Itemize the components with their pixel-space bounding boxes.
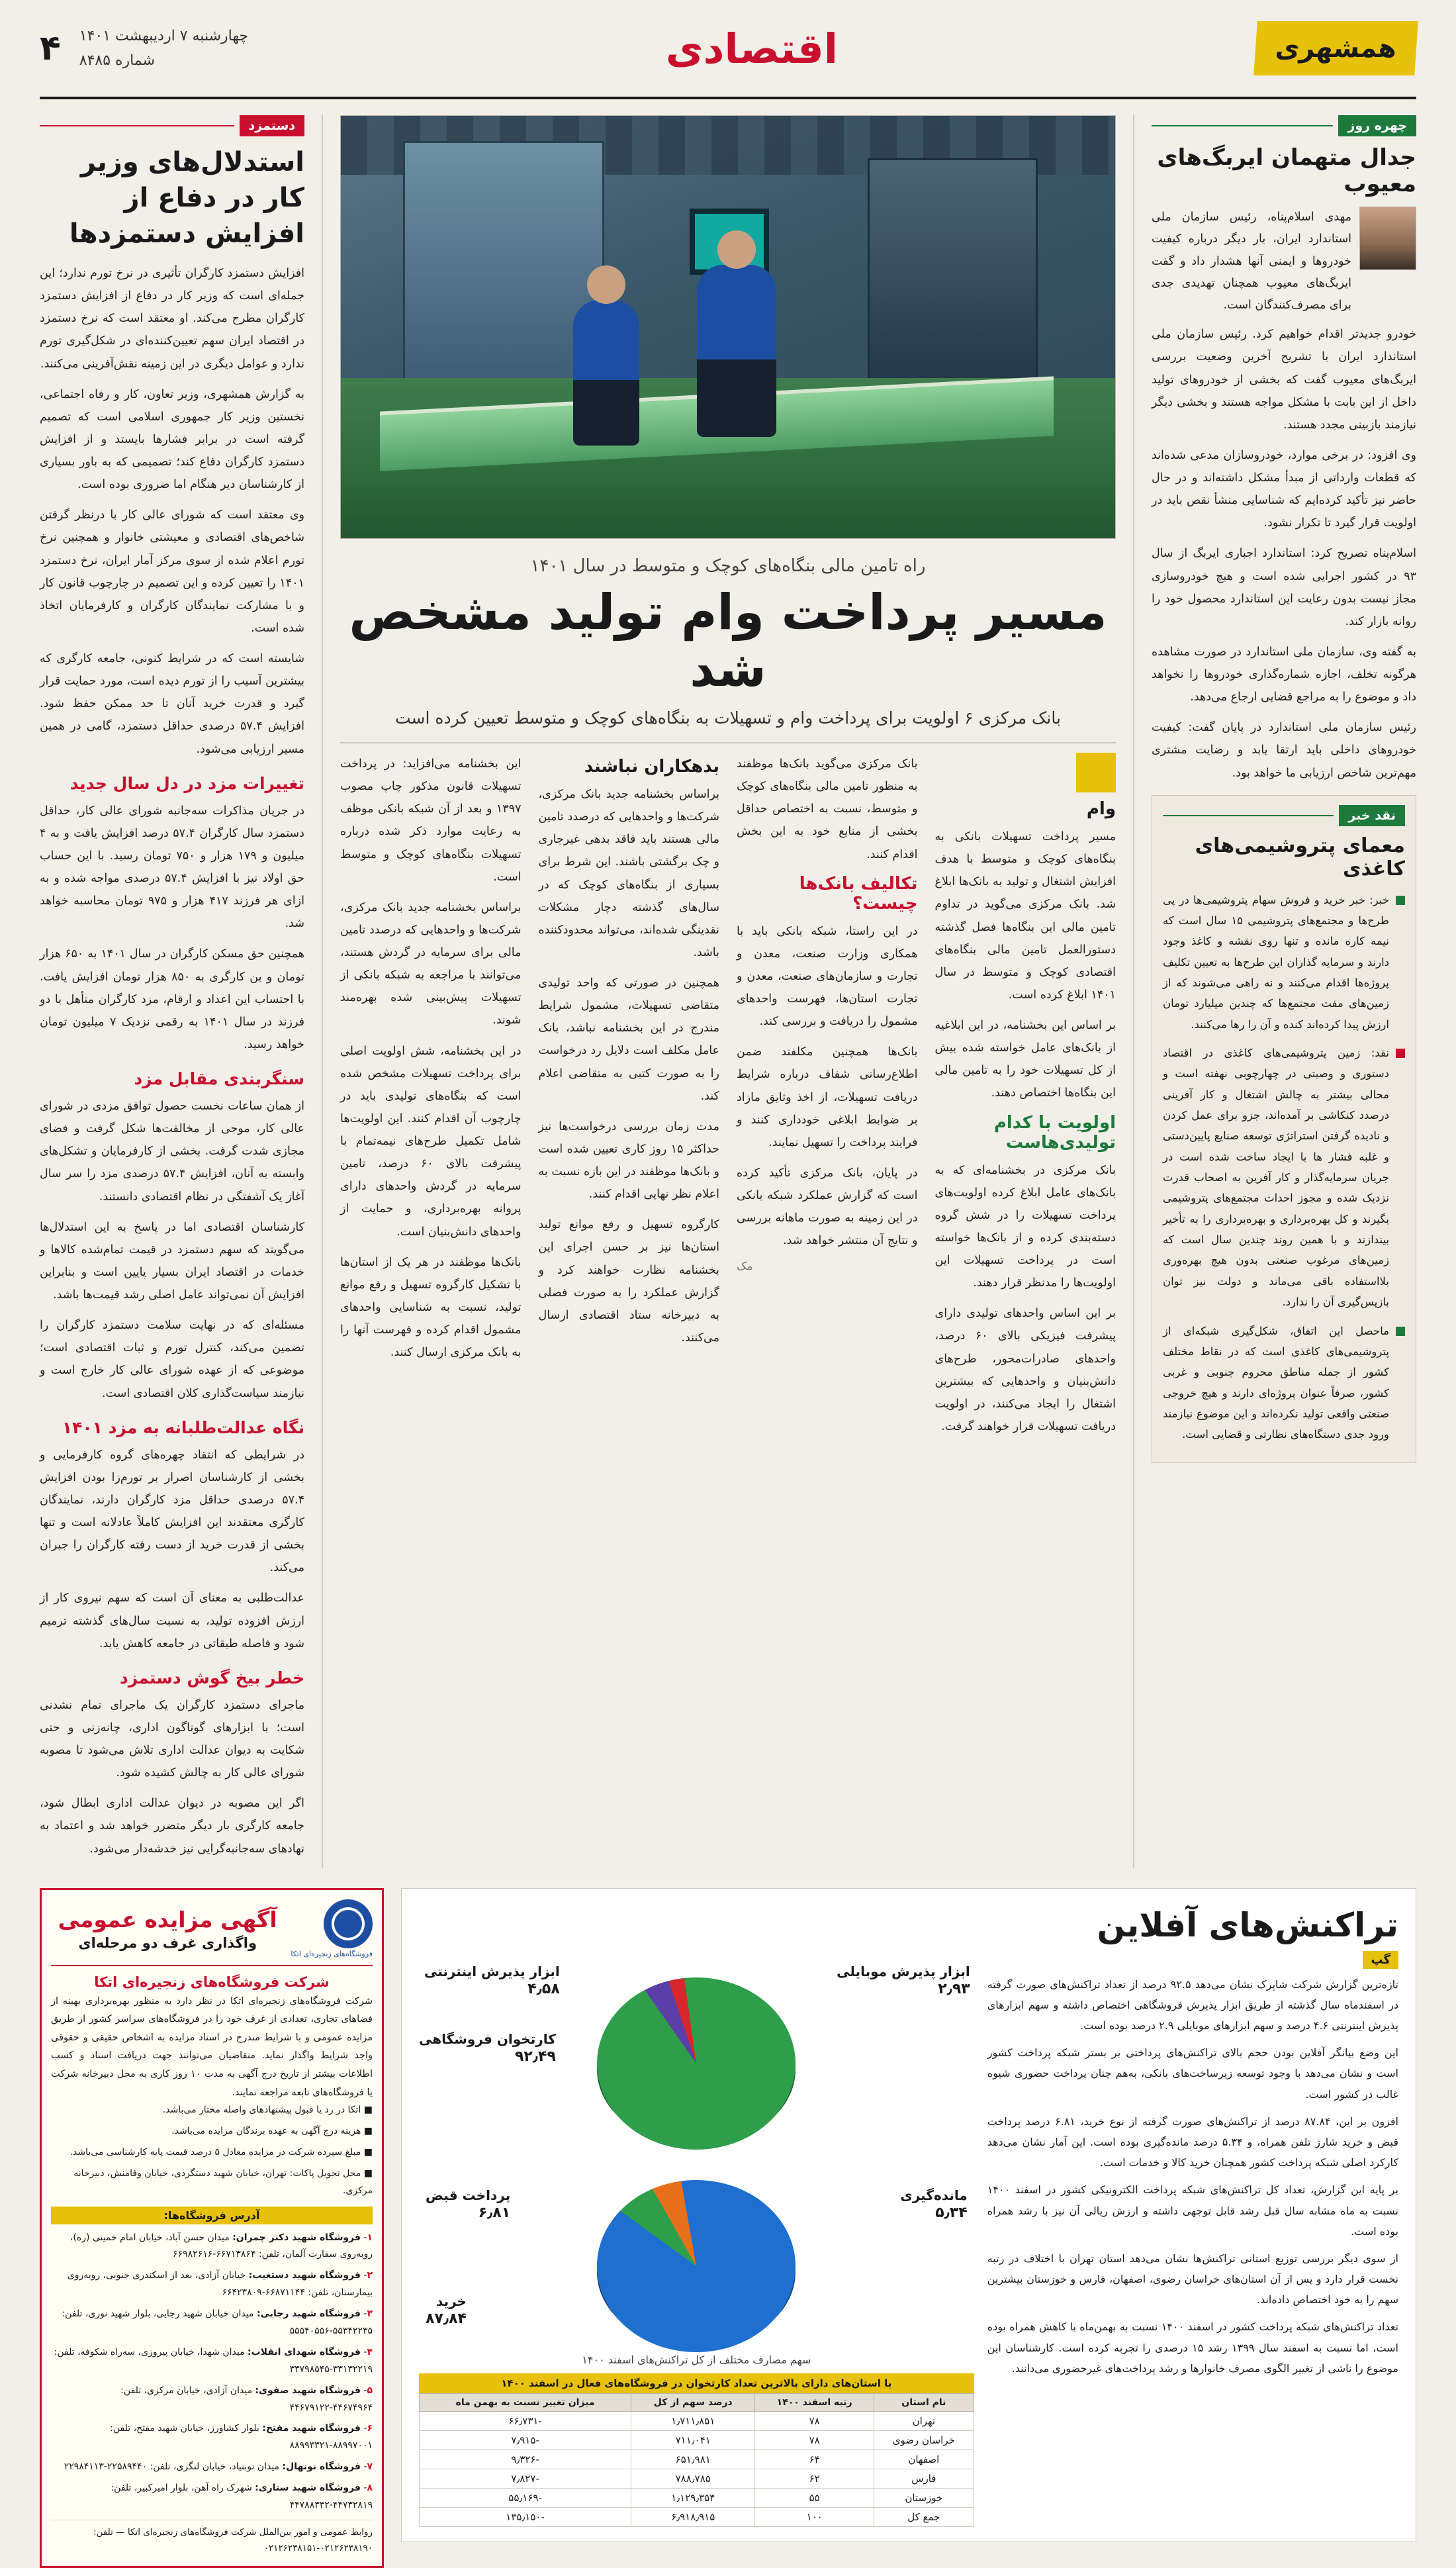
- ad-branch: ۳- فروشگاه شهید رجایی: میدان خیابان شهید رجایی، بلوار شهید نوری، تلفن: ۵۵۳۴۲۲۳۵-۵۵۵۴۰۵۵۶: [62, 2308, 373, 2336]
- ad-footer: روابط عمومی و امور بین‌الملل شرکت فروشگاه‌های زنجیره‌ای اتکا — تلفن: ۰۲۱۲۶۲۳۸۱۹۰-۰۲۱۲۶۲۳۸۱۵۱: [51, 2520, 373, 2557]
- pie1-label-mobile: ابزار پذیرش موبایلی ۲٫۹۳: [837, 1963, 970, 1997]
- chart-flex: [419, 1951, 1398, 2527]
- lead-deck: بانک مرکزی ۶ اولویت برای پرداخت وام و تسهیلات به بنگاه‌های کوچک و متوسط تعیین کرده است: [395, 708, 1061, 728]
- wages-sub1-title: تغییرات مزد در دل سال جدید: [69, 773, 304, 793]
- bullet-square-icon: [1396, 1327, 1405, 1336]
- wages-paragraph: افزایش دستمزد کارگران تأثیری در نرخ تورم ندارد؛ این جمله‌ای است که وزیر کار در دفاع از افزایش دستمزد کارگران مطرح می‌کند. او معتقد است که نرخ دستمزد در اقتصاد ایران سهم تعیین‌کننده‌ای در شکل‌گیری تورم ندارد و عوامل دیگری در این زمینه نقش‌آفرینی می‌کنند.: [40, 267, 304, 371]
- main-content: [40, 115, 1416, 1868]
- page-number: ۴: [40, 28, 61, 68]
- lead-paragraph: بانک مرکزی می‌گوید بانک‌ها موظفند به منظور تامین مالی بنگاه‌های کوچک و متوسط، نسبت به اختصاص حداقل بخشی از منابع خود به این بخش اقدام کنند.: [737, 757, 918, 861]
- lead-title-block: [340, 556, 1116, 728]
- lead-paragraph: این بخشنامه می‌افزاید: در پرداخت تسهیلات قانون مذکور چاپ مصوب ۱۳۹۷ و بعد از آن شبکه بانکی موظف به رعایت موارد ذکر شده درباره تسهیلات بنگاه‌های کوچک و متوسط است.: [340, 757, 522, 884]
- table-row: [420, 2507, 974, 2526]
- lead-col2-title: بدهکاران نباشند: [584, 757, 719, 777]
- table-cell: ۱۰۰: [755, 2507, 874, 2526]
- table-cell: -۶۶٫۷۳۱: [420, 2411, 631, 2430]
- critique-title: معمای پتروشیمی‌های کاغذی: [1195, 833, 1405, 880]
- photo-worker: [573, 300, 639, 446]
- lead-col-4: [935, 753, 1116, 1446]
- critique-box: [1152, 795, 1416, 1463]
- critique-bullet: [1163, 1043, 1405, 1312]
- wages-paragraph: عدالت‌طلبی به معنای آن است که سهم نیروی کار از ارزش افزوده تولید، به نسبت سال‌های گذشته ترمیم شود و فاصله طبقاتی در جامعه کاهش یابد.: [40, 1592, 304, 1650]
- chart-panel: [401, 1888, 1416, 2542]
- opinion-paragraph: وی افزود: در برخی موارد، خودروسازان مدعی شده‌اند که قطعات وارداتی از مبدأ مشکل داشته‌اند و در حال حاضر نیز تأکید کرده‌ایم که شناسایی منشأ نقص باید در اولویت قرار گیرد تا تکرار نشود.: [1152, 448, 1416, 530]
- lead-col4-title: وام: [1086, 799, 1116, 819]
- table-row: [420, 2488, 974, 2507]
- ad-title-sub: واگذاری غرف دو مرحله‌ای: [78, 1934, 257, 1951]
- ad-branch: ۶- فروشگاه شهید مفتح: بلوار کشاورز، خیابان شهید مفتح، تلفن: ۸۸۹۹۷۰۰۱-۸۸۹۹۳۳۲۱: [110, 2423, 373, 2451]
- lead-kicker: راه تامین مالی بنگاه‌های کوچک و متوسط در سال ۱۴۰۱: [530, 556, 926, 576]
- chart-title: تراکنش‌های آفلاین: [1097, 1905, 1398, 1944]
- table-cell: -۹٫۳۲۶: [420, 2449, 631, 2469]
- table-cell: ۱٫۷۱۱٫۸۵۱: [631, 2411, 755, 2430]
- wages-paragraph: مسئله‌ای که در نهایت سلامت دستمزد کارگران را تضمین می‌کند، کنترل تورم و ثبات اقتصادی است؛ موضوعی که از عهده شورای عالی کار خارج است و نیازمند سیاست‌گذاری کلان اقتصادی است.: [40, 1319, 304, 1400]
- wages-paragraph: اگر این مصوبه در دیوان عدالت اداری ابطال شود، جامعه کارگری بار دیگر متضرر خواهد شد و اعتماد به نهادهای سه‌جانبه‌گرایی نیز خدشه‌دار می‌شود.: [40, 1797, 304, 1856]
- table-cell: ۱٫۱۲۹٫۳۵۴: [631, 2488, 755, 2507]
- chart-graphics: [419, 1951, 974, 2527]
- pie1-label-pos: کارتخوان فروشگاهی ۹۲٫۴۹: [419, 2030, 556, 2065]
- lead-col-3: [737, 753, 918, 1446]
- wages-paragraph: به گزارش همشهری، وزیر تعاون، کار و رفاه اجتماعی، نخستین وزیر کار جمهوری اسلامی است که تصمیم گرفته است در برابر فشارها بایستد و از افزایش دستمزد کارگران دفاع کند؛ تصمیمی که به باور بسیاری از کارشناسان دیر هنگام اما ضروری بوده است.: [40, 387, 304, 492]
- table-cell: -۷٫۹۱۵: [420, 2430, 631, 2449]
- lead-photo: [340, 115, 1116, 539]
- kicker-rule: [1163, 815, 1334, 816]
- pie1-label-internet: ابزار پذیرش اینترنتی ۴٫۵۸: [424, 1963, 560, 1997]
- chart-paragraph: تازه‌ترین گزارش شرکت شاپرک نشان می‌دهد ۹۲.۵ درصد از تعداد تراکنش‌های صورت گرفته در اسفندماه سال گذشته از طریق ابزار پذیرش فروشگاهی اختصاص داشته و سهم ابزارهای پذیرش اینترنتی ۴.۶ درصد و سهم ابزارهای موبایلی ۲.۹ درصد بوده است.: [987, 1977, 1398, 2032]
- table-caption: با استان‌های دارای بالاترین تعداد کارتخوان در فروشگاه‌های فعال در اسفند ۱۴۰۰: [419, 2373, 974, 2393]
- table-cell: خوزستان: [874, 2488, 974, 2507]
- ad-notes: [51, 2102, 373, 2199]
- author-intro: مهدی اسلام‌پناه، رئیس سازمان ملی استاندارد ایران، بار دیگر درباره کیفیت خودروها و ایمنی آنها هشدار داد و گفت ایربگ‌های معیوب همچنان تهدیدی جدی برای مصرف‌کنندگان است.: [1152, 211, 1351, 312]
- table-cell: ۶۵۱٫۹۸۱: [631, 2449, 755, 2469]
- kicker-rule: [1152, 125, 1333, 126]
- section-title: اقتصادی: [665, 24, 839, 73]
- masthead: [40, 0, 1416, 99]
- table-cell: ۷۸۸٫۷۸۵: [631, 2469, 755, 2488]
- table-header-cell: میزان تغییر نسبت به بهمن ماه: [420, 2393, 631, 2411]
- lead-story: [340, 115, 1116, 1446]
- table-cell: ۷۸: [755, 2411, 874, 2430]
- ad-company: شرکت فروشگاه‌های زنجیره‌ای اتکا: [94, 1974, 330, 1990]
- wages-paragraph: همچنین حق مسکن کارگران در سال ۱۴۰۱ به ۶۵۰ هزار تومان و بن کارگری به ۸۵۰ هزار تومان افزایش یافت. با احتساب این اعداد و ارقام، مزد کارگران متأهل با دو فرزند در سال ۱۴۰۱ به رقمی نزدیک ۷ میلیون تومان خواهد رسید.: [40, 947, 305, 1051]
- ad-logo-caption: فروشگاه‌های زنجیره‌ای اتکا: [291, 1949, 373, 1958]
- lead-paragraph: مسیر پرداخت تسهیلات بانکی به بنگاه‌های کوچک و متوسط با هدف افزایش اشتغال و تولید به بانک‌ها ابلاغ شد. بانک مرکزی می‌گوید در تداوم تامین مالی این بنگاه‌ها فصل گذشته دستورالعمل تامین مالی بنگاه‌های اقتصادی کوچک و متوسط در سال ۱۴۰۱ ابلاغ کرده است.: [934, 830, 1116, 1002]
- lead-col4-subtitle: اولویت با کدام تولیدی‌هاست: [993, 1112, 1116, 1153]
- wages-sub3-title: نگاه عدالت‌طلبانه به مزد ۱۴۰۱: [62, 1417, 304, 1437]
- chart-commentary: [987, 1951, 1398, 2527]
- pie1-disc: [597, 1977, 796, 2150]
- table-cell: جمع کل: [874, 2507, 974, 2526]
- wages-sub4-title: خطر بیخ گوش دستمزد: [119, 1668, 304, 1688]
- opinion-kicker-bar: [1152, 115, 1416, 136]
- pie-chart-acceptance-tools: [419, 1951, 974, 2150]
- wages-paragraph: کارشناسان اقتصادی اما در پاسخ به این استدلال‌ها می‌گویند که سهم دستمزد در قیمت تمام‌شده کالاها و خدمات در اقتصاد ایران بسیار پایین است و بنابراین افزایش آن نمی‌تواند عامل اصلی رشد قیمت‌ها باشد.: [40, 1220, 304, 1302]
- bullet-square-icon: [1396, 1049, 1405, 1058]
- ad-title-main: آگهی مزایده عمومی: [58, 1906, 277, 1932]
- ad-title-block: [51, 1907, 284, 1951]
- column-divider: [1133, 115, 1134, 1868]
- table-cell: تهران: [874, 2411, 974, 2430]
- table-cell: ۷۱۱٫۰۴۱: [631, 2430, 755, 2449]
- ad-branches-title: آدرس فروشگاه‌ها:: [51, 2207, 373, 2224]
- table-header-cell: رتبه اسفند ۱۴۰۰: [755, 2393, 874, 2411]
- opinion-kicker: چهره روز: [1338, 115, 1416, 136]
- lead-headline: مسیر پرداخت وام تولید مشخص شد: [349, 584, 1107, 698]
- chart-paragraph: بر پایه این گزارش، تعداد کل تراکنش‌های شبکه پرداخت الکترونیکی کشور در اسفند ۱۴۰۰ نسبت به ماه مشابه سال قبل رشد قابل توجهی داشته و ارزش ریالی آن نیز با رشد همراه بوده است.: [987, 2183, 1398, 2238]
- table-cell: ۶۲: [755, 2469, 874, 2488]
- critique-bullet-text: ماحصل این اتفاق، شکل‌گیری شبکه‌ای از پتروشیمی‌های کاغذی است که در نقاط مختلف کشور از جمله مناطق محروم جنوبی و غربی کشور، صرفاً عنوان پروژه‌ای دارند و هیچ خروجی صنعتی واقعی تولید نکرده‌اند و این موضوع نیازمند ورود جدی دستگاه‌های نظارتی و قضایی است.: [1163, 1324, 1389, 1441]
- table-cell: ۷۸: [755, 2430, 874, 2449]
- issue-number: شماره ۸۴۸۵: [79, 52, 156, 69]
- wages-paragraph: وی معتقد است که شورای عالی کار با درنظر گرفتن شاخص‌های اقتصادی و معیشتی خانوار و همچنین نرخ تورم اعلام شده از سوی مرکز آمار ایران، نرخ دستمزد ۱۴۰۱ را تعیین کرده و این تصمیم در چارچوب قانون کار و با مشارکت نمایندگان کارگران و کارفرمایان اتخاذ شده است.: [40, 508, 304, 635]
- ad-branch: ۵- فروشگاه شهید صفوی: میدان آزادی، خیابان مرکزی، تلفن: ۴۴۶۷۴۹۶۴-۴۴۶۷۹۱۲۲: [120, 2385, 373, 2413]
- wages-title: استدلال‌های وزیر کار در دفاع از افزایش دستمزدها: [69, 147, 304, 249]
- kicker-rule: [40, 125, 234, 126]
- table-row: [420, 2449, 974, 2469]
- lead-col3-title: تکالیف بانک‌ها چیست؟: [799, 873, 918, 914]
- lead-paragraph: همچنین در صورتی که واحد تولیدی متقاضی تسهیلات، مشمول شرایط مندرج در این بخشنامه نباشد، بانک عامل مکلف است دلایل رد درخواست را به صورت کتبی به متقاضی اعلام کند.: [538, 976, 719, 1103]
- pie2-graphic: [597, 2180, 796, 2352]
- ad-note: ■ مبلغ سپرده شرکت در مزایده معادل ۵ درصد قیمت پایه کارشناسی می‌باشد.: [69, 2146, 373, 2158]
- critique-bullet: [1163, 1321, 1405, 1445]
- ad-body: شرکت فروشگاه‌های زنجیره‌ای اتکا در نظر دارد به منظور بهره‌برداری بهینه از فضاهای تجاری، تعدادی از غرف خود را در فروشگاه‌های سراسر کشور از طریق مزایده عمومی و با شرایط مندرج در اسناد مزایده به اشخاص حقیقی و حقوقی واجد شرایط واگذار نماید. متقاضیان می‌توانند جهت دریافت اسناد و کسب اطلاعات بیشتر از تاریخ درج آگهی به مدت ۱۰ روز کاری به محل دبیرخانه شرکت یا فروشگاه‌های تابعه مراجعه نمایند.: [51, 1995, 373, 2098]
- lead-paragraph: بانک‌ها موظفند در هر یک از استان‌ها با تشکیل کارگروه تسهیل و رفع موانع تولید، نسبت به شناسایی واحدهای مشمول اقدام کرده و فهرست آنها را به بانک مرکزی ارسال کنند.: [340, 1255, 522, 1360]
- chart-note: تعداد تراکنش‌های شبکه پرداخت کشور در اسفند ۱۴۰۰ نسبت به بهمن‌ماه با کاهش همراه بوده است، اما نسبت به اسفند سال ۱۳۹۹ رشد ۱۵ درصدی را تجربه کرده است. کارشناسان این موضوع را ناشی از تغییر الگوی مصرف خانوارها و رشد پرداخت‌های غیرحضوری می‌دانند.: [987, 2320, 1399, 2375]
- lead-paragraph: در پایان، بانک مرکزی تأکید کرده است که گزارش عملکرد شبکه بانکی در این زمینه به صورت ماهانه بررسی و نتایج آن منتشر خواهد شد.: [737, 1166, 918, 1248]
- opinion-paragraph: به گفته وی، سازمان ملی استاندارد در صورت مشاهده هرگونه تخلف، اجازه شماره‌گذاری خودروها را نخواهد داد و موضوع را به مراجع قضایی ارجاع می‌دهد.: [1152, 645, 1416, 704]
- ad-header: [51, 1899, 373, 1966]
- advertisement: [40, 1888, 384, 2568]
- wages-paragraph: از همان ساعات نخست حصول توافق مزدی در شورای عالی کار، موجی از مخالفت‌ها شکل گرفت و فضای مجازی شدت گرفت. بخشی از کارفرمایان و تشکل‌های وابسته به آنان، افزایش ۵۷.۴ درصدی مزد را سر سال آغاز یک آشفتگی در نظام اقتصادی دانستند.: [40, 1100, 304, 1204]
- table-cell: فارس: [874, 2469, 974, 2488]
- ad-branch: ۱- فروشگاه شهید دکتر چمران: میدان حسن آباد، خیابان امام خمینی (ره)، روبه‌روی سفارت آلمان، تلفن: ۶۶۷۱۳۸۶۴-۶۶۹۸۲۶۱۶: [69, 2232, 373, 2260]
- opinion-paragraph: اسلام‌پناه تصریح کرد: استاندارد اجباری ایربگ از سال ۹۳ در کشور اجرایی شده است و هیچ خودروسازی مجاز نیست بدون رعایت این استاندارد محصول خود را روانه بازار کند.: [1152, 547, 1416, 628]
- lead-paragraph: بانک‌ها همچنین مکلفند ضمن اطلاع‌رسانی شفاف درباره شرایط دریافت تسهیلات، از اخذ وثایق مازاد بر ضوابط ابلاغی خودداری کنند و فرایند پرداخت را تسهیل نمایند.: [737, 1045, 918, 1149]
- chart-paragraph: افزون بر این، ۸۷.۸۴ درصد از تراکنش‌های صورت گرفته از نوع خرید، ۶.۸۱ درصد پرداخت قبض و خرید شارژ تلفن همراه، و ۵.۳۴ درصد مانده‌گیری بوده است. این آمار نشان می‌دهد کارکرد اصلی شبکه پرداخت کشور همچنان خرید کالا و خدمات است.: [987, 2115, 1398, 2169]
- table-header-row: [420, 2393, 974, 2411]
- lead-paragraph: براساس بخشنامه جدید بانک مرکزی، شرکت‌ها و واحدهایی که درصدد تامین مالی هستند باید فاقد بدهی غیرجاری و چک برگشتی باشند. این شرط برای بسیاری از بنگاه‌های کوچک که در سال‌های گذشته دچار مشکلات نقدینگی شده‌اند، می‌تواند محدودکننده باشد.: [538, 788, 719, 959]
- wages-sub2-title: سنگربندی مقابل مزد: [134, 1069, 304, 1088]
- opinion-title: جدال متهمان ایربگ‌های معیوب: [1157, 144, 1416, 197]
- photo-worker-head: [587, 265, 625, 304]
- issue-info: [40, 19, 248, 77]
- opinion-column: [1152, 115, 1416, 1463]
- photo-worker-head: [717, 230, 756, 269]
- pie2-label-bill: پرداخت قبض ۶٫۸۱: [426, 2187, 511, 2221]
- pie2-disc: [597, 2180, 796, 2352]
- pie-chart-transaction-types: [419, 2167, 974, 2365]
- wages-column: [40, 115, 304, 1868]
- opinion-paragraph: خودرو جدیدتر اقدام خواهیم کرد. رئیس سازمان ملی استاندارد ایران با تشریح آخرین وضعیت بررسی ایربگ‌های معیوب گفت که بخشی از خودروهای تولید داخل از این بابت با مشکل مواجه هستند و بخشی دیگر نیازمند بازبینی مجدد هستند.: [1152, 328, 1416, 432]
- ad-branch: ۷- فروشگاه نونهال: میدان نوبنیاد، خیابان لنگری، تلفن: ۲۲۵۸۹۴۴۰-۲۲۹۸۴۱۱۳: [64, 2461, 373, 2473]
- column-divider: [322, 115, 323, 1868]
- pie2-label-purchase: خرید ۸۷٫۸۴: [426, 2293, 467, 2327]
- critique-kicker: نقد خبر: [1339, 805, 1405, 826]
- lead-paragraph: بانک مرکزی در بخشنامه‌ای که به بانک‌های عامل ابلاغ کرده اولویت‌های پرداخت تسهیلات را در شش گروه دسته‌بندی کرده و از بانک‌ها خواسته است در پرداخت تسهیلات این اولویت‌ها را مدنظر قرار دهند.: [934, 1163, 1116, 1290]
- ad-note: ■ هزینه درج آگهی به عهده برندگان مزایده می‌باشد.: [171, 2125, 373, 2136]
- critique-bullet-text: نقد: زمین پتروشیمی‌های کاغذی در اقتصاد دستوری و وصیتی در چهارچوبی نهفته است و محالی بیشتر به چالش اشتغال و کار آفرینی درصدد کنکاشی بر آمده‌اند، جزو برای عمل کردن و نادیده گرفتن استراتژی توسعه صنایع پایین‌دستی و غلبه فشار ها با ایجاد ساخت شده است در جریان سرمایه‌گذار و کار آفرین به اصحاب قدرت نزدیک شده و مجوز احداث مجتمع‌های پتروشیمی بگیرند و کل بهره‌برداری و بهره‌برداری را به تأخیر بیندازند و با همین روند چندین سال است که زمین‌های مرغوب صنعتی بدون هیچ بهره‌وری بلااستفاده باقی می‌ماند و دولت نیز توان بازپس‌گیری آن را ندارد.: [1163, 1047, 1389, 1309]
- chart-caption: سهم مصارف مختلف از کل تراکنش‌های اسفند ۱۴۰۰: [582, 2354, 811, 2367]
- etka-logo-icon: [324, 1899, 373, 1948]
- pie2-label-balance: مانده‌گیری ۵٫۳۴: [900, 2187, 968, 2221]
- lead-paragraph: در این بخشنامه، شش اولویت اصلی برای پرداخت تسهیلات مشخص شده است که بنگاه‌های تولیدی باید در چارچوب آن اقدام کنند. این اولویت‌ها شامل تکمیل طرح‌های نیمه‌تمام با پیشرفت بالای ۶۰ درصد، تامین سرمایه در گردش واحدهای دارای پروانه بهره‌برداری، و حمایت از واحدهای دانش‌بنیان است.: [340, 1044, 522, 1239]
- table-cell: خراسان رضوی: [874, 2430, 974, 2449]
- table-row: [420, 2411, 974, 2430]
- bottom-section: [40, 1888, 1416, 2568]
- table-row: [420, 2469, 974, 2488]
- ad-branch: ۲- فروشگاه شهید دستغیب: خیابان آزادی، بعد از اسکندری جنوبی، روبه‌روی بیمارستان، تلفن: ۶۶۸۷۱۱۴۴-۶۶۴۲۳۸۰۹: [67, 2270, 373, 2299]
- wages-kicker: دستمزد: [240, 115, 305, 136]
- lead-rule: [340, 742, 1116, 743]
- lead-col-2: [539, 753, 720, 1446]
- table-header-cell: درصد سهم از کل: [631, 2393, 755, 2411]
- critique-bullet-text: خبر: خبر خرید و فروش سهام پتروشیمی‌ها در پی طرح‌ها و مجتمع‌های پتروشیمی ۱۵ سال است که نیمه کاره مانده و تنها روی نقشه و کاغذ وجود دارند و سرمایه گذاران این طرح‌ها به تعیین تکلیف پروژه‌ها اقدام می‌کنند و نه راهی می‌شوند که از زمین‌های مفت مجتمع‌ها که چندین میلیارد تومان ارزش پیدا کرده‌اند کنده و آن را رها می‌کنند.: [1163, 893, 1389, 1031]
- issue-date: چهارشنبه ۷ اردیبهشت ۱۴۰۱: [79, 27, 249, 44]
- table-cell: ۵۵: [755, 2488, 874, 2507]
- lead-paragraph: کارگروه تسهیل و رفع موانع تولید استان‌ها نیز بر حسن اجرای این بخشنامه نظارت خواهند کرد و گزارش عملکرد را به صورت فصلی به دبیرخانه ستاد اقتصادی ارسال می‌کنند.: [538, 1218, 719, 1345]
- table-cell: -۷٫۸۲۷: [420, 2469, 631, 2488]
- opinion-paragraph: رئیس سازمان ملی استاندارد در پایان گفت: کیفیت خودروهای داخلی باید ارتقا یابد و رضایت مشتری مهم‌ترین شاخص ارزیابی ما خواهد بود.: [1152, 721, 1416, 780]
- wages-paragraph: ماجرای دستمزد کارگران یک ماجرای تمام نشدنی است؛ با ابزارهای گوناگون اداری، چانه‌زنی و حتی شکایت به دیوان عدالت اداری تلاش می‌شود تا مصوبه شورای عالی کار به چالش کشیده شود.: [40, 1698, 304, 1780]
- lead-signature: مک: [737, 1260, 753, 1274]
- wages-paragraph: شایسته است که در شرایط کنونی، جامعه کارگری که بیشترین آسیب را از تورم دیده است، مورد حمایت قرار گیرد و قدرت خرید آنان تا حد ممکن حفظ شود. افزایش ۵۷.۴ درصدی حداقل دستمزد، گامی در همین مسیر ارزیابی می‌شود.: [40, 652, 304, 756]
- wages-paragraph: در شرایطی که انتقاد چهره‌های گروه کارفرمایی و بخشی از کارشناسان اصرار بر تورم‌زا بودن افزایش ۵۷.۴ درصدی حداقل مزد کارگران دارند، نمایندگان کارگری معتقدند این افزایش کاملاً عادلانه است و تنها بخشی از قدرت خرید از دست رفته کارگران را جبران می‌کند.: [40, 1448, 304, 1575]
- lead-paragraph: بر اساس این بخشنامه، در این ابلاغیه از بانک‌های عامل خواسته شده بیش از کل تسهیلات خود را به تامین مالی این بنگاه‌ها اختصاص دهند.: [934, 1019, 1116, 1100]
- gap-tag: گپ: [1363, 1951, 1398, 1969]
- photo-machine-secondary: [868, 158, 1038, 391]
- table-cell: -۵۵٫۱۶۹: [420, 2488, 631, 2507]
- vam-marker: [1076, 753, 1116, 792]
- photo-worker: [697, 265, 776, 437]
- table-cell: -۱۳۵٫۱۵۰: [420, 2507, 631, 2526]
- chart-paragraph: از سوی دیگر بررسی توزیع استانی تراکنش‌ها نشان می‌دهد استان تهران با اختلاف در رتبه نخست قرار دارد و پس از آن استان‌های خراسان رضوی، اصفهان، فارس و خوزستان بیشترین سهم را به خود اختصاص داده‌اند.: [987, 2252, 1398, 2306]
- ad-note: ■ محل تحویل پاکات: تهران، خیابان شهید دستگردی، خیابان وفامنش، دبیرخانه مرکزی.: [73, 2167, 373, 2196]
- critique-kicker-bar: [1163, 805, 1405, 826]
- avatar: [1359, 207, 1416, 270]
- lead-paragraph: بر این اساس واحدهای تولیدی دارای پیشرفت فیزیکی بالای ۶۰ درصد، واحدهای صادرات‌محور، طرح‌های دانش‌بنیان و واحدهایی که بیشترین اشتغال را ایجاد می‌کنند، در اولویت دریافت تسهیلات قرار خواهند گرفت.: [934, 1307, 1116, 1433]
- ad-note: ■ اتکا در رد یا قبول پیشنهادهای واصله مختار می‌باشد.: [162, 2105, 373, 2116]
- pie1-graphic: [597, 1977, 796, 2150]
- bullet-square-icon: [1396, 896, 1405, 905]
- table-cell: ۶۴: [755, 2449, 874, 2469]
- ad-branch: ۴- فروشگاه شهدای انقلاب: میدان شهدا، خیابان پیروزی، سه‌راه شکوفه، تلفن: ۳۳۱۳۲۲۱۹-۳۳۷۹۸۵۴۵: [54, 2346, 373, 2375]
- lead-paragraph: مدت زمان بررسی درخواست‌ها نیز حداکثر ۱۵ روز کاری تعیین شده است و بانک‌ها موظفند در این بازه نسبت به اعلام نظر نهایی اقدام کنند.: [538, 1119, 719, 1202]
- newspaper-logo: همشهری: [1253, 21, 1418, 75]
- chart-paragraph: این وضع بیانگر آفلاین بودن حجم بالای تراکنش‌های پرداختی بر بستر شبکه پرداخت کشور است و نشان می‌دهد با وجود توسعه زیرساخت‌های بانکی، به‌هم چنان پرداخت حضوری شیوه غالب در کشور است.: [987, 2046, 1398, 2101]
- ad-branches: [51, 2230, 373, 2514]
- ad-branch: ۸- فروشگاه شهید ستاری: شهرک راه آهن، بلوار امیرکبیر، تلفن: ۴۴۷۳۲۸۱۹-۴۴۷۸۸۳۳۲: [111, 2483, 373, 2511]
- provinces-table: [419, 2373, 974, 2527]
- table-row: [420, 2430, 974, 2449]
- table-cell: اصفهان: [874, 2449, 974, 2469]
- wages-kicker-bar: [40, 115, 304, 136]
- lead-paragraph: براساس بخشنامه جدید بانک مرکزی، شرکت‌ها و واحدهایی که درصدد تامین مالی برای سرمایه در گردش هستند، می‌توانند با مراجعه به شبکه بانکی از تسهیلات پیش‌بینی شده بهره‌مند شوند.: [340, 900, 522, 1027]
- critique-bullet: [1163, 890, 1405, 1035]
- lead-col-1: [340, 753, 522, 1446]
- lead-body-columns: [340, 753, 1116, 1446]
- wages-paragraph: در جریان مذاکرات سه‌جانبه شورای عالی کار، حداقل دستمزد سال کارگران ۵۷.۴ درصد افزایش یافت و به ۴ میلیون و ۱۷۹ هزار و ۷۵۰ تومان رسید. با این حساب حق اولاد نیز با افزایش ۵۷.۴ درصدی مواجه شده و به ازای هر فرزند ۴۱۷ هزار و ۹۷۵ تومان محاسبه خواهد شد.: [40, 804, 305, 931]
- lead-paragraph: در این راستا، شبکه بانکی باید با همکاری وزارت صنعت، معدن و تجارت و سازمان‌های صنعت، معدن و تجارت استان‌ها، فهرست واحدهای مشمول را دریافت و بررسی کند.: [737, 924, 918, 1029]
- author-row: [1152, 207, 1416, 316]
- table-cell: ۶٫۹۱۸٫۹۱۵: [631, 2507, 755, 2526]
- table-header-cell: نام استان: [874, 2393, 974, 2411]
